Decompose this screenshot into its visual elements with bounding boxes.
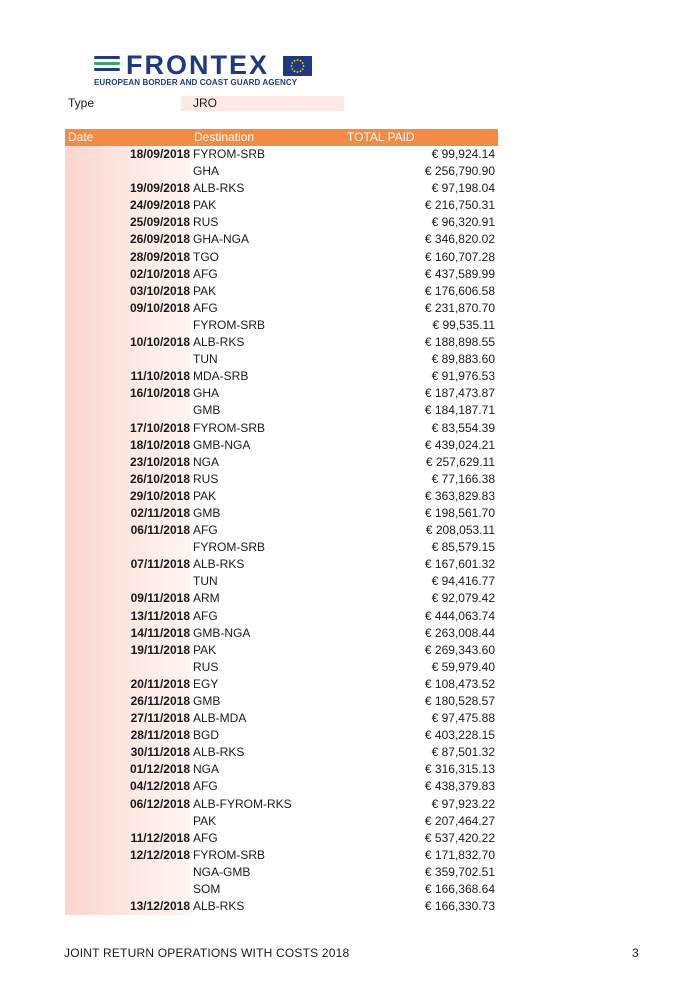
table-row <box>65 761 498 778</box>
row-date: 30/11/2018 <box>130 745 190 760</box>
row-destination: TUN <box>193 352 218 367</box>
row-date: 24/09/2018 <box>129 198 190 213</box>
row-date: 06/12/2018 <box>129 796 190 811</box>
row-date: 25/09/2018 <box>129 215 190 230</box>
row-destination: AFG <box>193 266 218 281</box>
table-row <box>65 608 498 625</box>
table-row <box>65 488 498 505</box>
row-destination: ALB-RKS <box>193 181 245 196</box>
row-destination: ALB-RKS <box>193 745 245 760</box>
row-destination: FYROM-SRB <box>193 317 265 332</box>
row-date: 26/09/2018 <box>129 232 190 247</box>
table-row <box>65 898 498 915</box>
row-amount: € 180,528.57 <box>424 694 495 708</box>
agency-name: EUROPEAN BORDER AND COAST GUARD AGENCY <box>94 78 298 87</box>
row-date: 13/12/2018 <box>129 899 190 914</box>
row-destination: FYROM-SRB <box>193 420 265 435</box>
table-row <box>65 642 498 659</box>
row-destination: PAK <box>193 813 217 828</box>
table-row <box>65 676 498 693</box>
row-amount: € 77,166.38 <box>431 471 495 486</box>
row-date: 26/10/2018 <box>129 471 190 486</box>
table-row <box>65 693 498 710</box>
row-amount: € 94,416.77 <box>431 574 495 589</box>
row-amount: € 231,870.70 <box>424 300 495 315</box>
table-row <box>65 300 498 317</box>
row-amount: € 97,923.22 <box>431 796 495 811</box>
row-destination: GMB-NGA <box>193 625 251 640</box>
row-amount: € 439,024.21 <box>424 437 495 452</box>
row-destination: TUN <box>193 574 218 589</box>
row-amount: € 166,330.73 <box>424 899 495 914</box>
table-row <box>65 146 498 163</box>
table-row <box>65 368 498 385</box>
row-amount: € 216,750.31 <box>424 198 495 213</box>
row-amount: € 99,924.14 <box>431 147 495 161</box>
logo-wordmark: FRONTEX <box>126 50 270 80</box>
row-amount: € 91,976.53 <box>431 369 495 384</box>
row-date: 09/11/2018 <box>130 591 190 606</box>
table-row <box>65 556 498 573</box>
page-number: 3 <box>632 946 639 960</box>
table-row <box>65 659 498 676</box>
eu-flag-icon <box>283 56 312 76</box>
table-row <box>65 197 498 214</box>
row-amount: € 208,053.11 <box>425 523 495 538</box>
row-date: 16/10/2018 <box>129 386 190 401</box>
row-amount: € 92,079.42 <box>431 591 495 606</box>
table-row <box>65 813 498 830</box>
row-date: 06/11/2018 <box>130 523 190 538</box>
costs-table <box>65 129 498 915</box>
row-amount: € 89,883.60 <box>431 352 495 367</box>
row-amount: € 85,579.15 <box>431 540 495 555</box>
row-destination: PAK <box>193 283 217 298</box>
row-amount: € 263,008.44 <box>424 625 495 640</box>
row-amount: € 438,379.83 <box>424 779 495 794</box>
row-date: 14/11/2018 <box>130 625 190 640</box>
table-row <box>65 385 498 402</box>
table-row <box>65 505 498 522</box>
table-row <box>65 744 498 761</box>
row-amount: € 187,473.87 <box>424 386 495 401</box>
row-date: 12/12/2018 <box>129 847 190 862</box>
type-label: Type <box>68 96 95 110</box>
row-date: 04/12/2018 <box>129 779 190 794</box>
row-amount: € 188,898.55 <box>424 335 495 350</box>
row-destination: RUS <box>193 659 219 674</box>
row-date: 11/12/2018 <box>130 830 190 845</box>
table-header <box>65 129 498 146</box>
row-destination: FYROM-SRB <box>193 847 265 862</box>
row-destination: NGA <box>193 762 220 777</box>
row-amount: € 257,629.11 <box>425 454 495 469</box>
type-value: JRO <box>193 96 217 110</box>
table-row <box>65 590 498 607</box>
row-amount: € 207,464.27 <box>424 813 495 828</box>
table-row <box>65 214 498 231</box>
table-row <box>65 231 498 248</box>
table-row <box>65 864 498 881</box>
row-date: 01/12/2018 <box>129 762 190 777</box>
row-amount: € 87,501.32 <box>431 745 495 760</box>
table-row <box>65 881 498 898</box>
row-amount: € 96,320.91 <box>431 215 495 230</box>
row-destination: NGA <box>193 454 220 469</box>
row-amount: € 184,187.71 <box>424 403 495 418</box>
row-date: 03/10/2018 <box>129 283 190 298</box>
row-amount: € 83,554.39 <box>431 420 495 435</box>
row-amount: € 166,368.64 <box>424 882 495 897</box>
row-destination: BGD <box>193 728 220 743</box>
table-row <box>65 522 498 539</box>
column-date: Date <box>68 130 94 144</box>
row-date: 29/10/2018 <box>129 488 190 503</box>
row-date: 02/11/2018 <box>130 505 190 520</box>
row-amount: € 176,606.58 <box>424 283 495 298</box>
row-date: 20/11/2018 <box>130 676 190 691</box>
row-destination: GMB <box>193 403 221 418</box>
row-amount: € 316,315.13 <box>424 762 495 777</box>
row-destination: ALB-RKS <box>193 899 245 914</box>
row-destination: ALB-RKS <box>193 557 245 572</box>
row-destination: AFG <box>193 830 218 845</box>
row-date: 09/10/2018 <box>129 300 190 315</box>
row-amount: € 269,343.60 <box>424 642 495 657</box>
row-destination: ALB-MDA <box>193 711 247 726</box>
row-amount: € 346,820.02 <box>424 232 495 247</box>
table-row <box>65 351 498 368</box>
row-date: 10/10/2018 <box>129 335 190 350</box>
row-destination: PAK <box>193 198 217 213</box>
row-destination: TGO <box>193 249 219 264</box>
row-destination: RUS <box>193 471 219 486</box>
row-destination: FYROM-SRB <box>193 540 265 555</box>
table-row <box>65 778 498 795</box>
row-amount: € 59,979.40 <box>431 659 495 674</box>
row-amount: € 359,702.51 <box>424 864 495 879</box>
row-destination: NGA-GMB <box>193 864 251 879</box>
table-row <box>65 334 498 351</box>
row-destination: GHA <box>193 386 220 401</box>
row-date: 02/10/2018 <box>129 266 190 281</box>
row-amount: € 537,420.22 <box>424 830 495 845</box>
table-row <box>65 266 498 283</box>
frontex-logo <box>94 50 324 93</box>
column-destination: Destination <box>194 130 255 144</box>
row-amount: € 97,475.88 <box>431 711 495 726</box>
table-row <box>65 437 498 454</box>
table-row <box>65 163 498 180</box>
table-row <box>65 573 498 590</box>
table-row <box>65 454 498 471</box>
row-date: 11/10/2018 <box>130 369 190 384</box>
row-destination: GMB <box>193 694 221 708</box>
row-amount: € 97,198.04 <box>431 181 495 196</box>
row-destination: GHA-NGA <box>193 232 250 247</box>
row-destination: GHA <box>193 164 220 179</box>
table-row <box>65 420 498 437</box>
table-row <box>65 796 498 813</box>
row-destination: GMB <box>193 505 221 520</box>
row-destination: AFG <box>193 523 218 538</box>
row-destination: ALB-FYROM-RKS <box>193 796 292 811</box>
row-destination: AFG <box>193 608 218 623</box>
row-date: 19/09/2018 <box>129 181 190 196</box>
table-row <box>65 249 498 266</box>
row-destination: EGY <box>193 676 219 691</box>
row-amount: € 99,535.11 <box>432 317 495 332</box>
table-row <box>65 539 498 556</box>
row-amount: € 167,601.32 <box>424 557 495 572</box>
table-row <box>65 830 498 847</box>
table-row <box>65 283 498 300</box>
row-date: 23/10/2018 <box>129 454 190 469</box>
row-amount: € 437,589.99 <box>424 266 495 281</box>
row-date: 07/11/2018 <box>130 557 190 572</box>
table-row <box>65 402 498 419</box>
row-destination: FYROM-SRB <box>193 147 265 161</box>
row-amount: € 171,832.70 <box>424 847 495 862</box>
row-date: 26/11/2018 <box>130 694 190 708</box>
type-field <box>64 96 344 111</box>
row-date: 27/11/2018 <box>130 711 190 726</box>
row-amount: € 108,473.52 <box>424 676 495 691</box>
row-amount: € 160,707.28 <box>424 249 495 264</box>
row-amount: € 256,790.90 <box>424 164 495 179</box>
row-destination: PAK <box>193 642 217 657</box>
footer-title: JOINT RETURN OPERATIONS WITH COSTS 2018 <box>64 946 350 960</box>
row-amount: € 444,063.74 <box>424 608 495 623</box>
table-row <box>65 625 498 642</box>
table-row <box>65 317 498 334</box>
row-destination: AFG <box>193 300 218 315</box>
row-amount: € 403,228.15 <box>424 728 495 743</box>
frontex-stripes-icon <box>94 56 120 76</box>
table-row <box>65 180 498 197</box>
row-date: 18/09/2018 <box>129 147 190 161</box>
row-date: 19/11/2018 <box>130 642 190 657</box>
row-destination: AFG <box>193 779 218 794</box>
row-destination: MDA-SRB <box>193 369 249 384</box>
row-date: 18/10/2018 <box>129 437 190 452</box>
table-row <box>65 710 498 727</box>
table-row <box>65 471 498 488</box>
row-date: 28/09/2018 <box>129 249 190 264</box>
row-destination: RUS <box>193 215 219 230</box>
column-total-paid: TOTAL PAID <box>347 130 415 144</box>
row-destination: ARM <box>193 591 220 606</box>
table-body <box>65 146 498 915</box>
row-destination: ALB-RKS <box>193 335 245 350</box>
table-row <box>65 847 498 864</box>
row-destination: SOM <box>193 882 221 897</box>
row-amount: € 363,829.83 <box>424 488 495 503</box>
table-row <box>65 727 498 744</box>
row-date: 28/11/2018 <box>130 728 190 743</box>
row-date: 17/10/2018 <box>129 420 190 435</box>
row-destination: PAK <box>193 488 217 503</box>
row-date: 13/11/2018 <box>130 608 190 623</box>
row-destination: GMB-NGA <box>193 437 251 452</box>
row-amount: € 198,561.70 <box>424 505 495 520</box>
